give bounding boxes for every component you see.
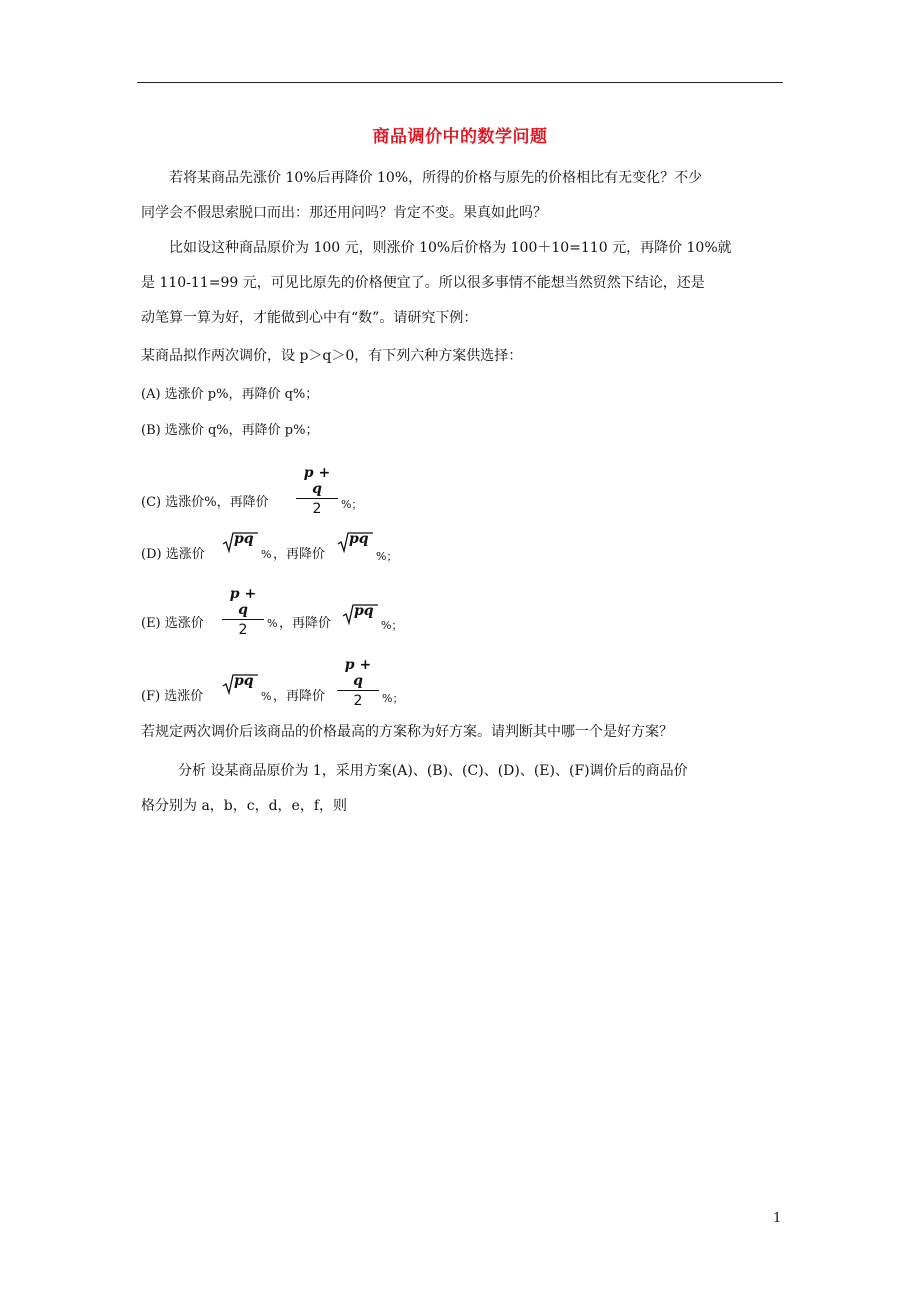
option-f-percent-1: % [261,690,272,703]
header-rule [137,82,783,83]
option-f-sqrt: pq [222,673,258,695]
fraction-denominator: 2 [312,501,322,517]
option-c-fraction [296,465,338,517]
fraction-numerator: p + q [344,657,372,689]
option-b: (B) 选涨价 q%，再降价 p%； [141,423,319,438]
fraction-numerator: p + q [229,586,257,618]
paragraph-3: 某商品拟作两次调价，设 p＞q＞0，有下列六种方案供选择： [141,348,523,364]
option-e-text: (E) 选涨价 [141,616,204,631]
fraction-denominator: 2 [353,693,363,709]
option-d-sqrt-1: pq [222,531,258,553]
fraction-numerator: p + q [303,465,331,497]
paragraph-2-line-2: 是 110-11=99 元，可见比原先的价格便宜了。所以很多事情不能想当然贸然下结论，还是 [141,275,705,291]
option-f-text: (F) 选涨价 [141,689,204,704]
option-e-mid: ，再降价 [279,616,332,631]
option-c-percent: %； [341,498,363,511]
fraction-bar [296,498,338,499]
analysis-line-2: 格分别为 a，b，c，d，e，f，则 [141,798,348,814]
fraction-bar [337,690,379,691]
option-e-sqrt: pq [342,603,378,625]
option-d-sqrt-2: pq [337,531,373,553]
option-e-percent-1: % [267,617,278,630]
page-number: 1 [773,1211,782,1226]
option-d-mid: ，再降价 [273,547,326,562]
question: 若规定两次调价后该商品的价格最高的方案称为好方案。请判断其中哪一个是好方案？ [141,724,673,740]
option-f-mid: ，再降价 [273,689,326,704]
paragraph-1-line-2: 同学会不假思索脱口而出：那还用问吗？肯定不变。果真如此吗？ [141,205,547,221]
paragraph-2-line-1: 比如设这种商品原价为 100 元，则涨价 10%后价格为 100＋10=110 元，再降价 10%就 [169,240,732,256]
option-a: (A) 选涨价 p%，再降价 q%； [141,387,319,402]
option-f-fraction [337,657,379,709]
option-d-percent-2: %； [376,550,398,563]
option-d-text: (D) 选涨价 [141,547,205,562]
document-title: 商品调价中的数学问题 [372,127,548,147]
option-c-text: (C) 选涨价%，再降价 [141,495,269,510]
analysis-line-1: 分析 设某商品原价为 1，采用方案(A)、(B)、(C)、(D)、(E)、(F)调价后的商品价 [178,763,688,779]
option-f-percent-2: %； [382,692,404,705]
paragraph-1-line-1: 若将某商品先涨价 10%后再降价 10%，所得的价格与原先的价格相比有无变化？不少 [169,170,703,186]
option-e-fraction [222,586,264,638]
option-e-percent-2: %； [381,619,403,632]
fraction-denominator: 2 [238,622,248,638]
option-d-percent-1: % [261,548,272,561]
paragraph-2-line-3: 动笔算一算为好，才能做到心中有“数”。请研究下例： [141,310,478,326]
fraction-bar [222,619,264,620]
